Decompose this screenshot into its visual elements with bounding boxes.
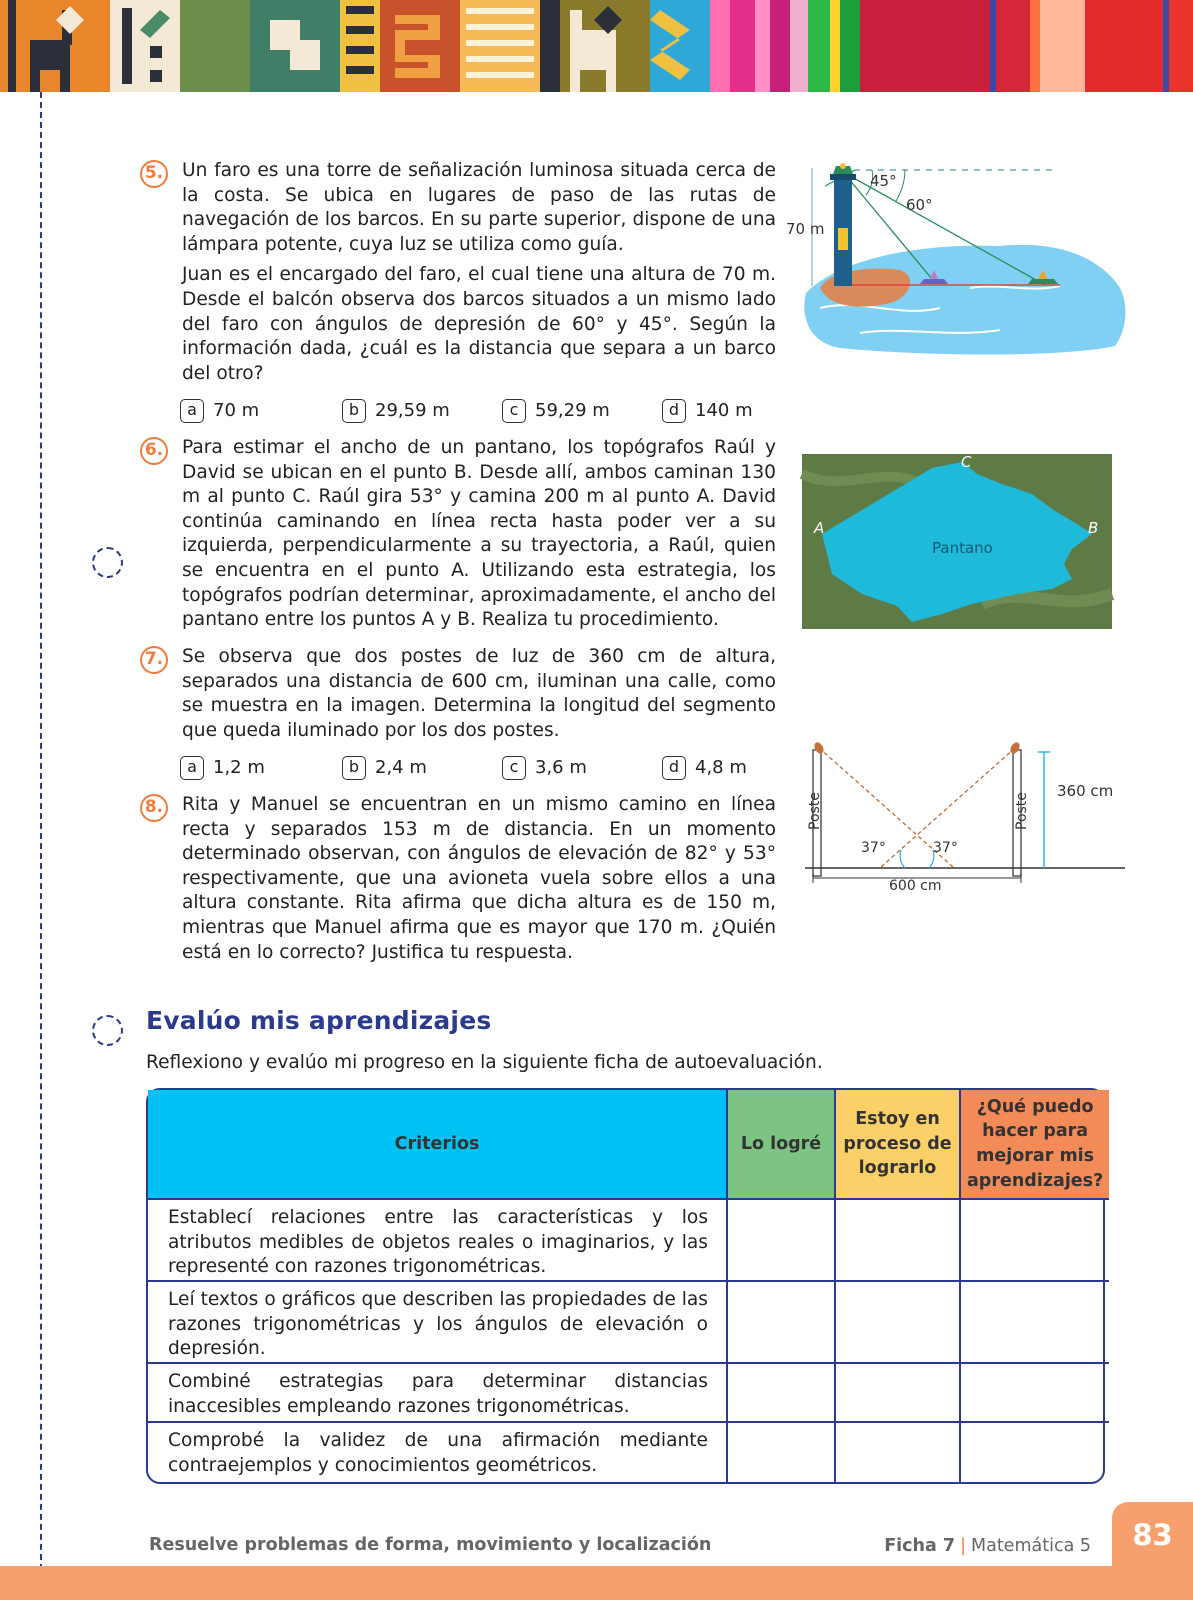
problem-5-options [180,397,800,425]
option-text: 2,4 m [375,757,427,778]
en-proceso-cell[interactable] [836,1423,961,1482]
footer-separator: | [960,1536,966,1556]
height-label: 360 cm [1057,782,1114,800]
problem-5-paragraph-2: Juan es el encargado del faro, el cual tiene una altura de 70 m. Desde el balcón observa dos barcos situados a un mismo lado del faro con ángulos de depresión de 60° y 45°. Según la información dada, ¿cuál es la distancia que separa a un barco del otro? [182,264,776,384]
lo-logre-cell[interactable] [728,1423,836,1482]
en-proceso-cell[interactable] [836,1364,961,1423]
option-a[interactable] [180,754,265,782]
problem-8-text [182,793,776,965]
option-letter: c [502,756,526,780]
lo-logre-cell[interactable] [728,1282,836,1364]
option-b[interactable] [342,754,427,782]
problem-8-paragraph-1: Rita y Manuel se encuentran en un mismo camino en línea recta y separados 153 m de distancia. En un momento determinado observan, con ángulos de elevación de 82° y 53° respectivamente, que una avioneta vuela sobre ellos a una altura constante. Rita afirma que dicha altura es de 150 m, mientras que Manuel afirma que es mayor que 170 m. ¿Quién está en lo correcto? Justifica tu respuesta. [182,794,776,963]
header-en-proceso: Estoy en proceso de lograrlo [836,1090,961,1200]
swamp-figure [802,454,1112,629]
mejorar-cell[interactable] [961,1364,1109,1423]
margin-dashed-line [40,92,42,1600]
option-text: 70 m [213,400,260,421]
point-a-label: A [814,519,825,537]
header-lo-logre: Lo logré [728,1090,836,1200]
en-proceso-cell[interactable] [836,1282,961,1364]
option-text: 4,8 m [695,757,747,778]
footer-competency: Resuelve problemas de forma, movimiento y localización [149,1535,712,1555]
option-text: 3,6 m [535,757,587,778]
angle-right-label: 37° [933,840,958,856]
decorative-textile-banner [0,0,1193,92]
option-text: 140 m [695,400,753,421]
problem-number-7: 7. [140,646,168,674]
en-proceso-cell[interactable] [836,1200,961,1282]
problem-7-paragraph-1: Se observa que dos postes de luz de 360 cm de altura, separados una distancia de 600 cm, iluminan una calle, como se muestra en la imagen. Determina la longitud del segmento que queda iluminado por los dos postes. [182,646,776,741]
option-d[interactable] [662,754,747,782]
mejorar-cell[interactable] [961,1282,1109,1364]
section-title: Evalúo mis aprendizajes [146,1006,492,1035]
problem-6-paragraph-1: Para estimar el ancho de un pantano, los topógrafos Raúl y David se ubican en el punto B. Desde allí, ambos caminan 130 m al punto C. Raúl gira 53° y camina 200 m al punto A. David continúa caminando en línea recta hasta poder ver a su izquierda, perpendicularmente a su trayectoria, a Raúl, quien se encuentra en el punto A. Utilizando esta estrategia, los topógrafos podrían determinar, aproximadamente, el ancho del pantano entre los puntos A y B. Realiza tu procedimiento. [182,437,776,631]
problem-6-text [182,436,776,633]
distance-label: 600 cm [889,878,942,894]
option-text: 1,2 m [213,757,265,778]
footer-ficha: Ficha 7 [884,1536,956,1556]
page-number: 83 [1132,1518,1173,1552]
option-a[interactable] [180,397,259,425]
problem-5-paragraph-1: Un faro es una torre de señalización luminosa situada cerca de la costa. Se ubica en lugares de paso de las rutas de navegación de los barcos. En su parte superior, dispone de una lámpara potente, cuya luz se utiliza como guía. [182,160,776,255]
option-letter: a [180,756,204,780]
lo-logre-cell[interactable] [728,1200,836,1282]
lighthouse-figure [786,158,1140,358]
option-text: 59,29 m [535,400,610,421]
option-d[interactable] [662,397,753,425]
option-letter: d [662,399,686,423]
margin-marker-circle [92,1015,123,1046]
footer-subject: Matemática 5 [971,1536,1091,1556]
problem-7-text [182,645,776,743]
header-mejorar: ¿Qué puedo hacer para mejorar mis aprendizajes? [961,1090,1109,1200]
problem-number-6: 6. [140,437,168,465]
bottom-bar [0,1566,1193,1600]
option-c[interactable] [502,754,587,782]
point-c-label: C [961,453,972,471]
lo-logre-cell[interactable] [728,1364,836,1423]
problem-5-text [182,159,776,386]
angle-60-label: 60° [906,196,933,214]
option-c[interactable] [502,397,610,425]
angle-left-label: 37° [861,840,886,856]
criterion-cell: Combiné estrategias para determinar distancias inaccesibles empleando razones trigonométricas. [148,1364,728,1423]
swamp-label: Pantano [932,539,993,557]
option-text: 29,59 m [375,400,450,421]
criterion-cell: Leí textos o gráficos que describen las propiedades de las razones trigonométricas y los ángulos de elevación o depresión. [148,1282,728,1364]
problem-7-options [180,754,800,782]
section-subtitle: Reflexiono y evalúo mi progreso en la siguiente ficha de autoevaluación. [146,1052,823,1073]
header-criterios: Criterios [148,1090,728,1200]
right-post-label: Poste [1014,792,1030,830]
point-b-label: B [1088,519,1099,537]
option-b[interactable] [342,397,450,425]
mejorar-cell[interactable] [961,1423,1109,1482]
left-post-label: Poste [807,792,823,830]
option-letter: a [180,399,204,423]
option-letter: b [342,399,366,423]
footer-ficha-info [884,1536,1091,1556]
criterion-cell: Establecí relaciones entre las características y los atributos medibles de objetos reales o imaginarios, y las representé con razones trigonométricas. [148,1200,728,1282]
posts-figure [805,742,1145,897]
problem-number-8: 8. [140,794,168,822]
option-letter: c [502,399,526,423]
criterion-cell: Comprobé la validez de una afirmación mediante contraejemplos y conocimientos geométricos. [148,1423,728,1482]
option-letter: b [342,756,366,780]
problem-number-5: 5. [140,160,168,188]
self-evaluation-table [146,1088,1105,1484]
margin-marker-circle [92,547,123,578]
lighthouse-height-label: 70 m [786,220,825,238]
mejorar-cell[interactable] [961,1200,1109,1282]
option-letter: d [662,756,686,780]
angle-45-label: 45° [870,172,897,190]
